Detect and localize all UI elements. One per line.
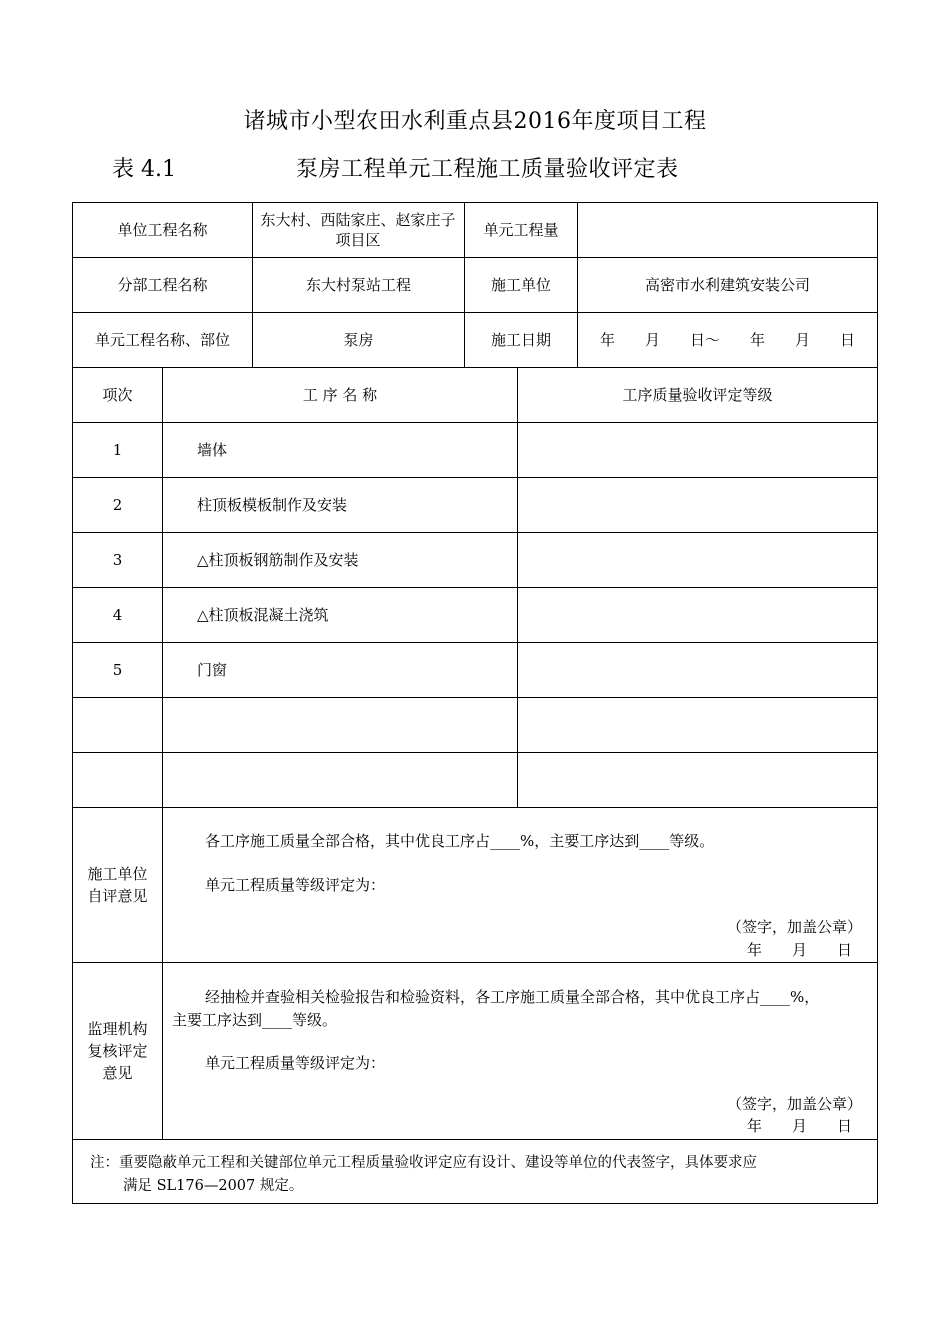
- process-row-3-name: △柱顶板钢筋制作及安装: [197, 551, 359, 569]
- process-row-1-grade[interactable]: [518, 423, 877, 477]
- supervisor-eval-label: 监理机构 复核评定 意见: [87, 1020, 148, 1082]
- self-eval-date: 年 月 日: [746, 941, 852, 959]
- constructor-label: 施工单位: [490, 276, 551, 294]
- table-name: 泵房工程单元工程施工质量验收评定表: [296, 157, 679, 182]
- supervisor-eval-sign: （签字，加盖公章）: [726, 1095, 862, 1113]
- table-code: 表 4.1: [112, 157, 176, 182]
- supervisor-eval-line2: 单元工程质量等级评定为：: [205, 1054, 386, 1072]
- process-row-6-name: [163, 698, 517, 752]
- process-row-6-grade[interactable]: [518, 698, 877, 752]
- process-row-3-index: 3: [112, 551, 123, 569]
- process-row-4-index: 4: [112, 606, 123, 624]
- division-label: 分部工程名称: [117, 276, 208, 294]
- process-row-7-name: [163, 753, 517, 807]
- process-row-4-grade[interactable]: [518, 588, 877, 642]
- self-eval-sign: （签字，加盖公章）: [726, 918, 862, 936]
- col-grade-header: 工序质量验收评定等级: [622, 386, 773, 404]
- self-eval-line1: 各工序施工质量全部合格，其中优良工序占____%，主要工序达到____等级。: [205, 832, 715, 850]
- process-row-5-name: 门窗: [197, 661, 228, 679]
- process-row-2-name: 柱顶板模板制作及安装: [197, 496, 348, 514]
- element-value: 泵房: [343, 331, 374, 349]
- process-row-6-index: [73, 698, 162, 752]
- process-row-4-name: △柱顶板混凝土浇筑: [197, 606, 329, 624]
- element-label: 单元工程名称、部位: [94, 331, 230, 349]
- process-row-2-grade[interactable]: [518, 478, 877, 532]
- self-eval-label: 施工单位 自评意见: [87, 865, 148, 905]
- division-value: 东大村泵站工程: [305, 276, 411, 294]
- process-row-5-index: 5: [112, 661, 123, 679]
- process-row-5-grade[interactable]: [518, 643, 877, 697]
- supervisor-eval-line1: 经抽检并查验相关检验报告和检验资料，各工序施工质量全部合格，其中优良工序占____%，: [205, 988, 820, 1006]
- process-row-7-index: [73, 753, 162, 807]
- constructor-value: 高密市水利建筑安装公司: [644, 276, 810, 294]
- col-name-header: 工 序 名 称: [302, 386, 378, 404]
- col-index-header: 项次: [102, 386, 133, 404]
- unit-quantity-label: 单元工程量: [483, 221, 559, 239]
- document-title: 诸城市小型农田水利重点县2016年度项目工程: [243, 109, 707, 134]
- note-line1: 注：重要隐蔽单元工程和关键部位单元工程质量验收评定应有设计、建设等单位的代表签字，具体要求应: [90, 1155, 757, 1171]
- unit-project-value: 东大村、西陆家庄、赵家庄子项目区: [260, 211, 456, 249]
- date-label: 施工日期: [490, 331, 551, 349]
- unit-quantity-value: [578, 203, 877, 257]
- process-row-7-grade[interactable]: [518, 753, 877, 807]
- note-line2: 满足 SL176—2007 规定。: [123, 1178, 304, 1194]
- supervisor-eval-date: 年 月 日: [746, 1117, 852, 1135]
- process-row-3-grade[interactable]: [518, 533, 877, 587]
- supervisor-eval-line1b: 主要工序达到____等级。: [172, 1011, 338, 1029]
- unit-project-label: 单位工程名称: [117, 221, 208, 239]
- process-row-1-name: 墙体: [197, 441, 228, 459]
- date-value: 年 月 日～ 年 月 日: [599, 331, 855, 349]
- process-row-2-index: 2: [112, 496, 123, 514]
- process-row-1-index: 1: [112, 441, 123, 459]
- self-eval-line2: 单元工程质量等级评定为：: [205, 876, 386, 894]
